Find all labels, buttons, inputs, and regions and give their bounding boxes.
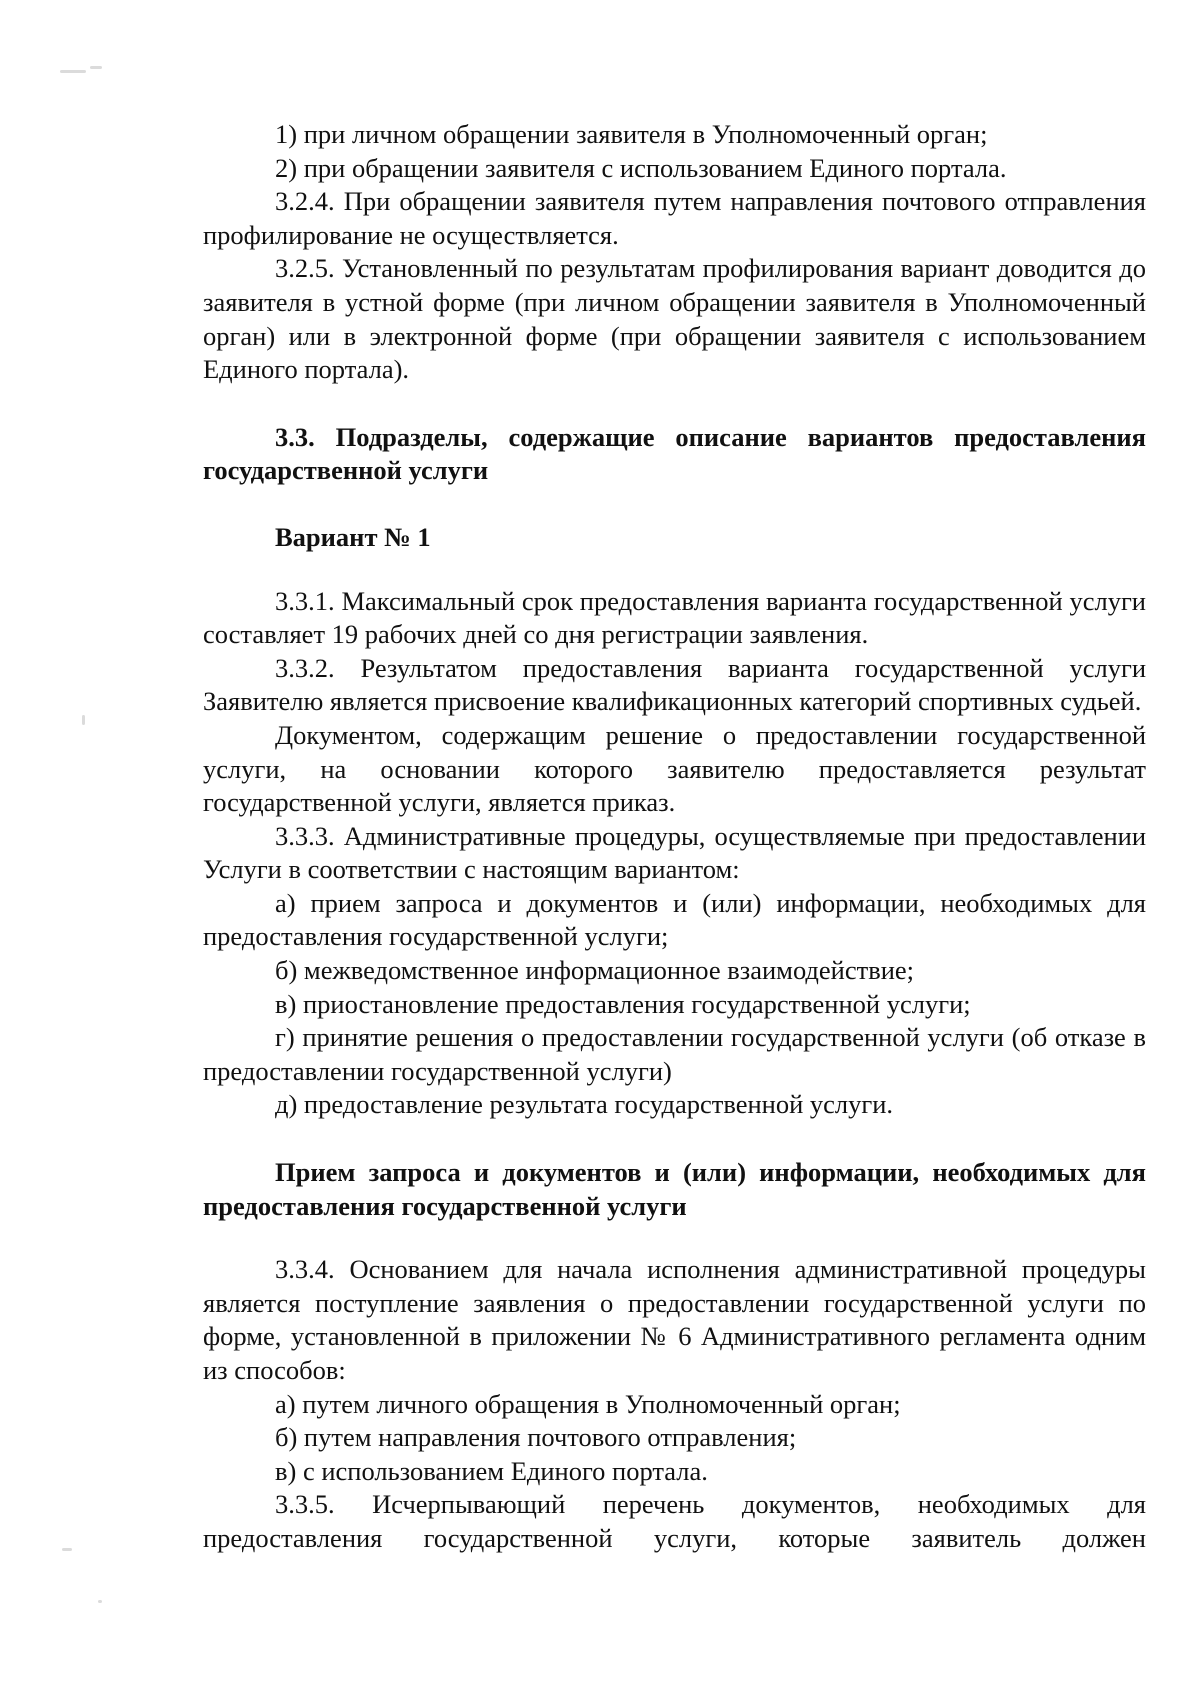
scan-speck xyxy=(82,715,85,725)
list-item: а) прием запроса и документов и (или) информации, необходимых для предоставления государственной услуги; xyxy=(203,887,1146,952)
list-item: б) межведомственное информационное взаимодействие; xyxy=(275,955,915,986)
paragraph: 2) при обращении заявителя с использованием Единого портала. xyxy=(275,152,1007,183)
section-heading: 3.3. Подразделы, содержащие описание вариантов предоставления государственной услуги xyxy=(203,421,1146,486)
paragraph: 3.3.4. Основанием для начала исполнения административной процедуры является поступление заявления о предоставлении государственной услуги по форме, установленной в приложении № 6 Административного регламента одним из способов: xyxy=(203,1254,1146,1385)
paragraph: 3.3.2. Результатом предоставления варианта государственной услуги Заявителю является присвоение квалификационных категорий спортивных судьей. xyxy=(203,652,1146,717)
list-item: д) предоставление результата государственной услуги. xyxy=(275,1089,894,1120)
paragraph: 3.3.1. Максимальный срок предоставления варианта государственной услуги составляет 19 рабочих дней со дня регистрации заявления. xyxy=(203,585,1146,650)
list-item: в) приостановление предоставления государственной услуги; xyxy=(275,988,971,1019)
scan-speck xyxy=(98,1600,102,1603)
paragraph: 3.2.4. При обращении заявителя путем направления почтового отправления профилирование не осуществляется. xyxy=(203,186,1146,250)
document-body xyxy=(203,118,1146,1556)
list-item: а) путем личного обращения в Уполномоченный орган; xyxy=(275,1388,901,1419)
spacer xyxy=(203,1223,1146,1253)
spacer xyxy=(203,387,1146,421)
scan-speck xyxy=(90,66,102,69)
list-item: б) путем направления почтового отправления; xyxy=(275,1422,797,1453)
variant-heading: Вариант № 1 xyxy=(275,521,431,552)
paragraph: 1) при личном обращении заявителя в Уполномоченный орган; xyxy=(275,119,988,149)
paragraph: Документом, содержащим решение о предоставлении государственной услуги, на основании которого заявителю предоставляется результат государственной услуги, является приказ. xyxy=(203,719,1146,818)
list-item: в) с использованием Единого портала. xyxy=(275,1455,708,1486)
spacer xyxy=(203,488,1146,521)
paragraph: 3.2.5. Установленный по результатам профилирования вариант доводится до заявителя в устной форме (при личном обращении заявителя в Уполномоченный орган) или в электронной форме (при обращении заявителя с использованием Единого портала). xyxy=(203,253,1146,385)
paragraph: 3.3.3. Административные процедуры, осуществляемые при предоставлении Услуги в соответствии с настоящим вариантом: xyxy=(203,820,1146,885)
list-item: г) принятие решения о предоставлении государственной услуги (об отказе в предоставлении государственной услуги) xyxy=(203,1022,1146,1086)
scan-speck xyxy=(62,1548,72,1551)
scan-speck xyxy=(60,70,86,73)
subsection-heading: Прием запроса и документов и (или) информации, необходимых для предоставления государственной услуги xyxy=(203,1157,1146,1221)
paragraph: 3.3.5. Исчерпывающий перечень документов, необходимых для предоставления государственной услуги, которые заявитель должен xyxy=(203,1489,1146,1553)
spacer xyxy=(203,555,1146,585)
spacer xyxy=(203,1122,1146,1156)
